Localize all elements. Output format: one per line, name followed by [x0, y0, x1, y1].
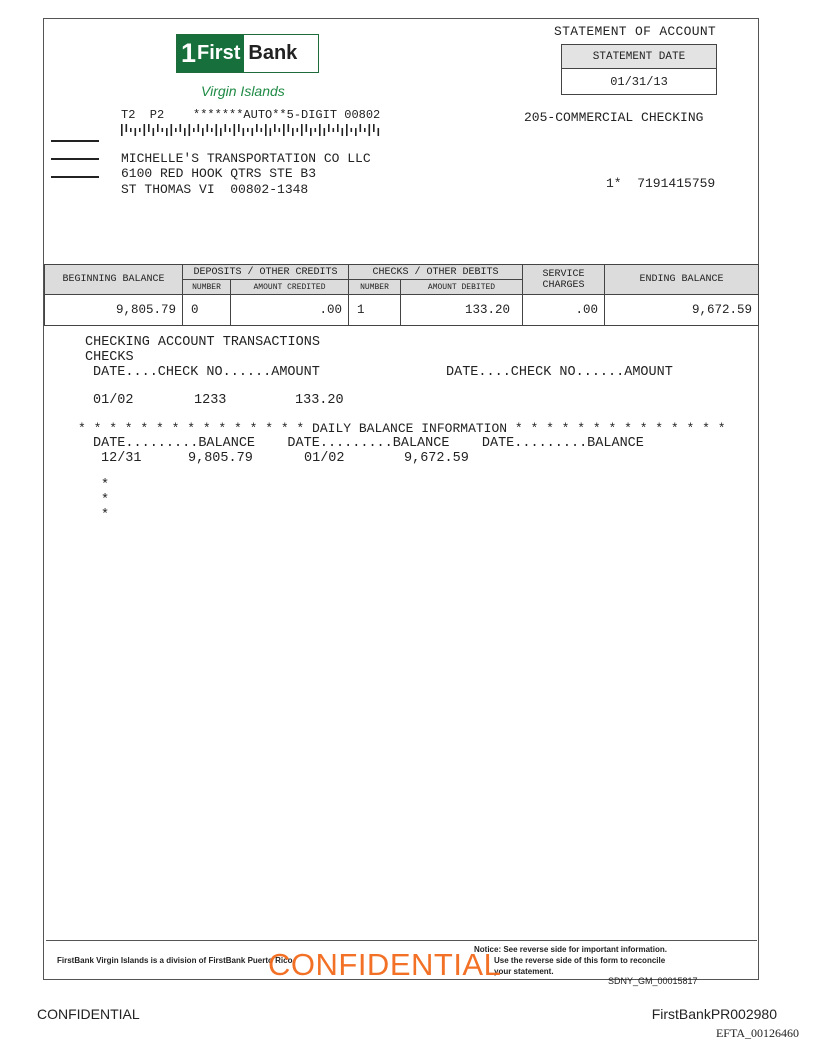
efta-number: EFTA_00126460 — [715, 1026, 799, 1040]
margin-mark-3 — [51, 176, 99, 178]
checks-column-header-left: DATE....CHECK NO......AMOUNT — [93, 365, 320, 380]
checks-label: CHECKS — [85, 350, 134, 365]
beginning-balance-header: BEGINNING BALANCE — [45, 265, 183, 295]
statement-title: STATEMENT OF ACCOUNT — [554, 24, 717, 39]
customer-address-line1: 6100 RED HOOK QTRS STE B3 — [121, 166, 317, 181]
account-number: 1* 7191415759 — [606, 176, 716, 191]
daily-balance-amount-2: 9,672.59 — [404, 451, 469, 466]
deposit-number-header: NUMBER — [183, 280, 231, 295]
deposits-header: DEPOSITS / OTHER CREDITS — [183, 265, 349, 280]
notice-line-2: Use the reverse side of this form to reconcile — [494, 956, 666, 965]
daily-balance-amount-1: 9,805.79 — [188, 451, 253, 466]
firstbank-logo — [176, 34, 319, 73]
service-charges-header — [523, 265, 605, 295]
end-mark-1: * — [101, 478, 110, 493]
footer-divider — [46, 940, 757, 941]
logo-green-block — [177, 35, 244, 72]
daily-balance-date-1: 12/31 — [101, 451, 142, 466]
reverse-side-notice — [474, 944, 667, 977]
check-count-value: 1 — [349, 295, 401, 326]
beginning-balance-value: 9,805.79 — [45, 295, 183, 326]
account-summary-table — [44, 264, 759, 326]
daily-balance-date-2: 01/02 — [304, 451, 345, 466]
transactions-section-title: CHECKING ACCOUNT TRANSACTIONS — [85, 335, 320, 350]
confidential-label: CONFIDENTIAL — [37, 1006, 140, 1022]
amount-debited-value: 133.20 — [401, 295, 523, 326]
logo-one-glyph: 1 — [181, 38, 197, 68]
check-number-header: NUMBER — [349, 280, 401, 295]
logo-first-text: First — [197, 42, 241, 64]
statement-date-value: 01/31/13 — [610, 75, 668, 89]
amount-credited-value: .00 — [231, 295, 349, 326]
checks-column-header-right: DATE....CHECK NO......AMOUNT — [446, 365, 673, 380]
ending-balance-header: ENDING BALANCE — [605, 265, 759, 295]
service-charges-header-line1: SERVICE — [542, 268, 585, 280]
statement-date-label: STATEMENT DATE — [562, 45, 716, 69]
statement-date-box — [561, 44, 717, 95]
end-mark-3: * — [101, 508, 110, 523]
deposit-count-value: 0 — [183, 295, 231, 326]
confidential-watermark: CONFIDENTIAL — [268, 947, 502, 982]
check-row-amount: 133.20 — [295, 393, 344, 408]
margin-mark-2 — [51, 158, 99, 160]
service-charges-header-line2: CHARGES — [542, 279, 585, 291]
daily-balance-title: * * * * * * * * * * * * * * * DAILY BALANCE INFORMATION * * * * * * * * * * * * * * — [78, 421, 726, 436]
daily-balance-header: DATE.........BALANCE DATE.........BALANCE DATE.........BALANCE — [93, 436, 644, 451]
postal-barcode-icon — [121, 124, 383, 136]
amount-debited-header: AMOUNT DEBITED — [401, 280, 523, 295]
customer-address-line2: ST THOMAS VI 00802-1348 — [121, 182, 309, 197]
notice-line-3: your statement. — [494, 967, 554, 976]
check-row-number: 1233 — [194, 393, 227, 408]
ending-balance-value: 9,672.59 — [605, 295, 759, 326]
check-row-date: 01/02 — [93, 393, 134, 408]
margin-mark-1 — [51, 140, 99, 142]
logo-bank-text: Bank — [248, 42, 298, 64]
sdny-bates-number: SDNY_GM_00015817 — [608, 976, 698, 986]
bank-bates-number: FirstBankPR002980 — [651, 1006, 777, 1022]
division-note: FirstBank Virgin Islands is a division of FirstBank Puerto Rico. — [57, 956, 295, 965]
subbrand-label: Virgin Islands — [201, 83, 285, 99]
notice-line-1: Notice: See reverse side for important information. — [474, 945, 667, 954]
end-mark-2: * — [101, 493, 110, 508]
account-type: 205-COMMERCIAL CHECKING — [524, 110, 704, 125]
checks-header: CHECKS / OTHER DEBITS — [349, 265, 523, 280]
routing-line: T2 P2 *******AUTO**5-DIGIT 00802 — [121, 108, 381, 122]
service-charges-value: .00 — [523, 295, 605, 326]
amount-credited-header: AMOUNT CREDITED — [231, 280, 349, 295]
customer-name: MICHELLE'S TRANSPORTATION CO LLC — [121, 151, 371, 166]
